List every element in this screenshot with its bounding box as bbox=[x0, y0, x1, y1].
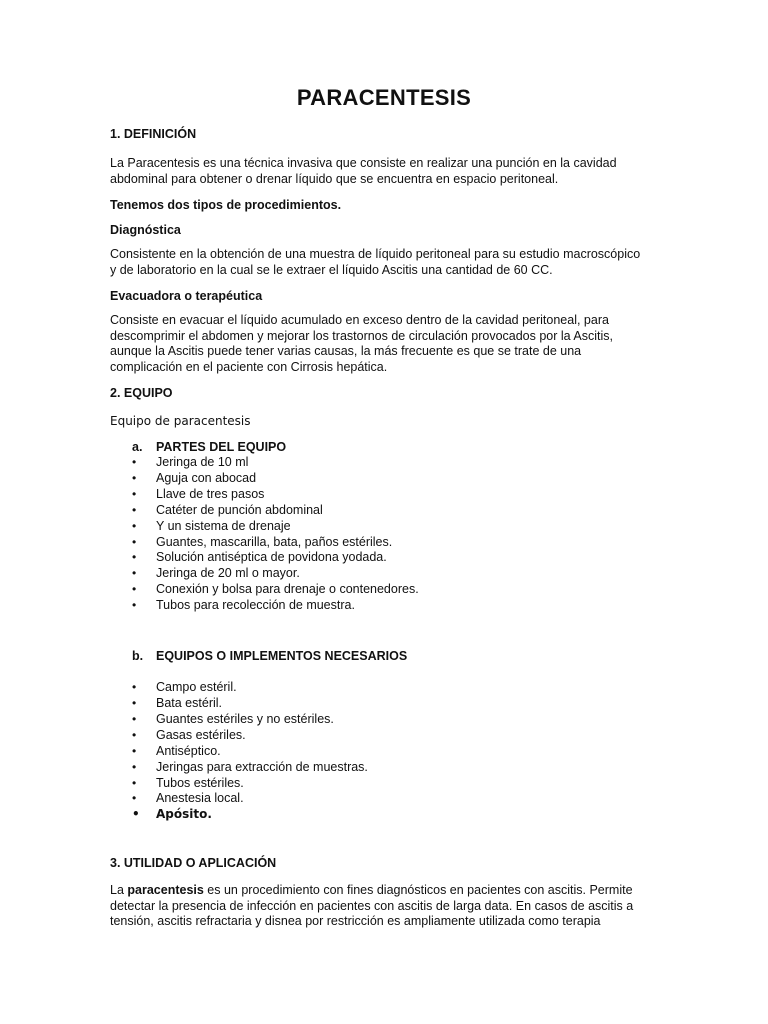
list-item: • Bata estéril. bbox=[110, 696, 658, 712]
document-page bbox=[110, 84, 658, 930]
section-definicion-heading: 1. DEFINICIÓN bbox=[110, 127, 197, 141]
list-item: • Tubos para recolección de muestra. bbox=[110, 598, 658, 614]
evacuadora-line-3: aunque la Ascitis puede tener varias causas, la más frecuente es que se trate de una bbox=[110, 344, 582, 358]
equipos-necesarios-heading bbox=[110, 648, 658, 664]
evacuadora-heading: Evacuadora o terapéutica bbox=[110, 289, 263, 303]
list-item: • Apósito. bbox=[110, 807, 658, 823]
utilidad-line-3: tensión, ascitis refractaria y disnea por restricción es ampliamente utilizada como terapia bbox=[110, 914, 601, 929]
list-item: • Campo estéril. bbox=[110, 680, 658, 696]
utilidad-line-1-bold: paracentesis bbox=[127, 883, 204, 898]
diagnostica-heading: Diagnóstica bbox=[110, 223, 181, 237]
diagnostica-line-1: Consistente en la obtención de una muestra de líquido peritoneal para su estudio macroscópico bbox=[110, 247, 641, 261]
list-item: • Conexión y bolsa para drenaje o contenedores. bbox=[110, 582, 658, 598]
utilidad-paragraph bbox=[110, 883, 658, 930]
section-equipo-heading: 2. EQUIPO bbox=[110, 386, 173, 400]
equipos-necesarios-title: EQUIPOS O IMPLEMENTOS NECESARIOS bbox=[156, 649, 408, 664]
evacuadora-line-2: descomprimir el abdomen y mejorar los trastornos de circulación provocados por la Ascitis, bbox=[110, 328, 613, 343]
partes-del-equipo-title: PARTES DEL EQUIPO bbox=[156, 440, 287, 454]
equipo-subtitle: Equipo de paracentesis bbox=[110, 414, 251, 428]
evacuadora-line-1: Consiste en evacuar el líquido acumulado en exceso dentro de la cavidad peritoneal, para bbox=[110, 313, 609, 327]
list-marker-a: a. bbox=[132, 440, 143, 454]
definicion-line-1: La Paracentesis es una técnica invasiva que consiste en realizar una punción en la cavidad bbox=[110, 156, 617, 170]
diagnostica-paragraph bbox=[110, 247, 658, 278]
list-item: • Llave de tres pasos bbox=[110, 487, 658, 503]
utilidad-line-1-pre: La bbox=[110, 883, 128, 898]
list-marker-b: b. bbox=[132, 649, 144, 664]
list-item: • Jeringa de 10 ml bbox=[110, 455, 658, 471]
partes-del-equipo-heading bbox=[110, 439, 658, 455]
list-item: • Guantes, mascarilla, bata, paños estériles. bbox=[110, 535, 658, 551]
definicion-paragraph bbox=[110, 156, 658, 187]
list-item: • Aguja con abocad bbox=[110, 471, 658, 487]
list-item: • Catéter de punción abdominal bbox=[110, 503, 658, 519]
document-title: PARACENTESIS bbox=[296, 85, 472, 110]
section-utilidad-heading: 3. UTILIDAD O APLICACIÓN bbox=[110, 856, 277, 871]
utilidad-line-2: detectar la presencia de infección en pacientes con ascitis de larga data. En casos de ascitis a bbox=[110, 898, 634, 913]
list-item: • Y un sistema de drenaje bbox=[110, 519, 658, 535]
evacuadora-paragraph bbox=[110, 313, 658, 375]
list-item: • Antiséptico. bbox=[110, 744, 658, 760]
list-item: • Gasas estériles. bbox=[110, 728, 658, 744]
diagnostica-line-2: y de laboratorio en la cual se le extraer el líquido Ascitis una cantidad de 60 CC. bbox=[110, 262, 553, 277]
tipos-heading: Tenemos dos tipos de procedimientos. bbox=[110, 198, 342, 212]
list-item: • Tubos estériles. bbox=[110, 776, 658, 792]
list-item: • Jeringas para extracción de muestras. bbox=[110, 760, 658, 776]
definicion-line-2: abdominal para obtener o drenar líquido que se encuentra en espacio peritoneal. bbox=[110, 171, 559, 186]
list-item: • Anestesia local. bbox=[110, 791, 658, 807]
list-item: • Solución antiséptica de povidona yodada. bbox=[110, 550, 658, 566]
list-item: • Guantes estériles y no estériles. bbox=[110, 712, 658, 728]
utilidad-line-1-post: es un procedimiento con fines diagnósticos en pacientes con ascitis. Permite bbox=[203, 883, 633, 898]
list-item: • Jeringa de 20 ml o mayor. bbox=[110, 566, 658, 582]
evacuadora-line-4: complicación en el paciente con Cirrosis hepática. bbox=[110, 359, 388, 374]
partes-list bbox=[110, 455, 658, 614]
implementos-list bbox=[110, 680, 658, 823]
